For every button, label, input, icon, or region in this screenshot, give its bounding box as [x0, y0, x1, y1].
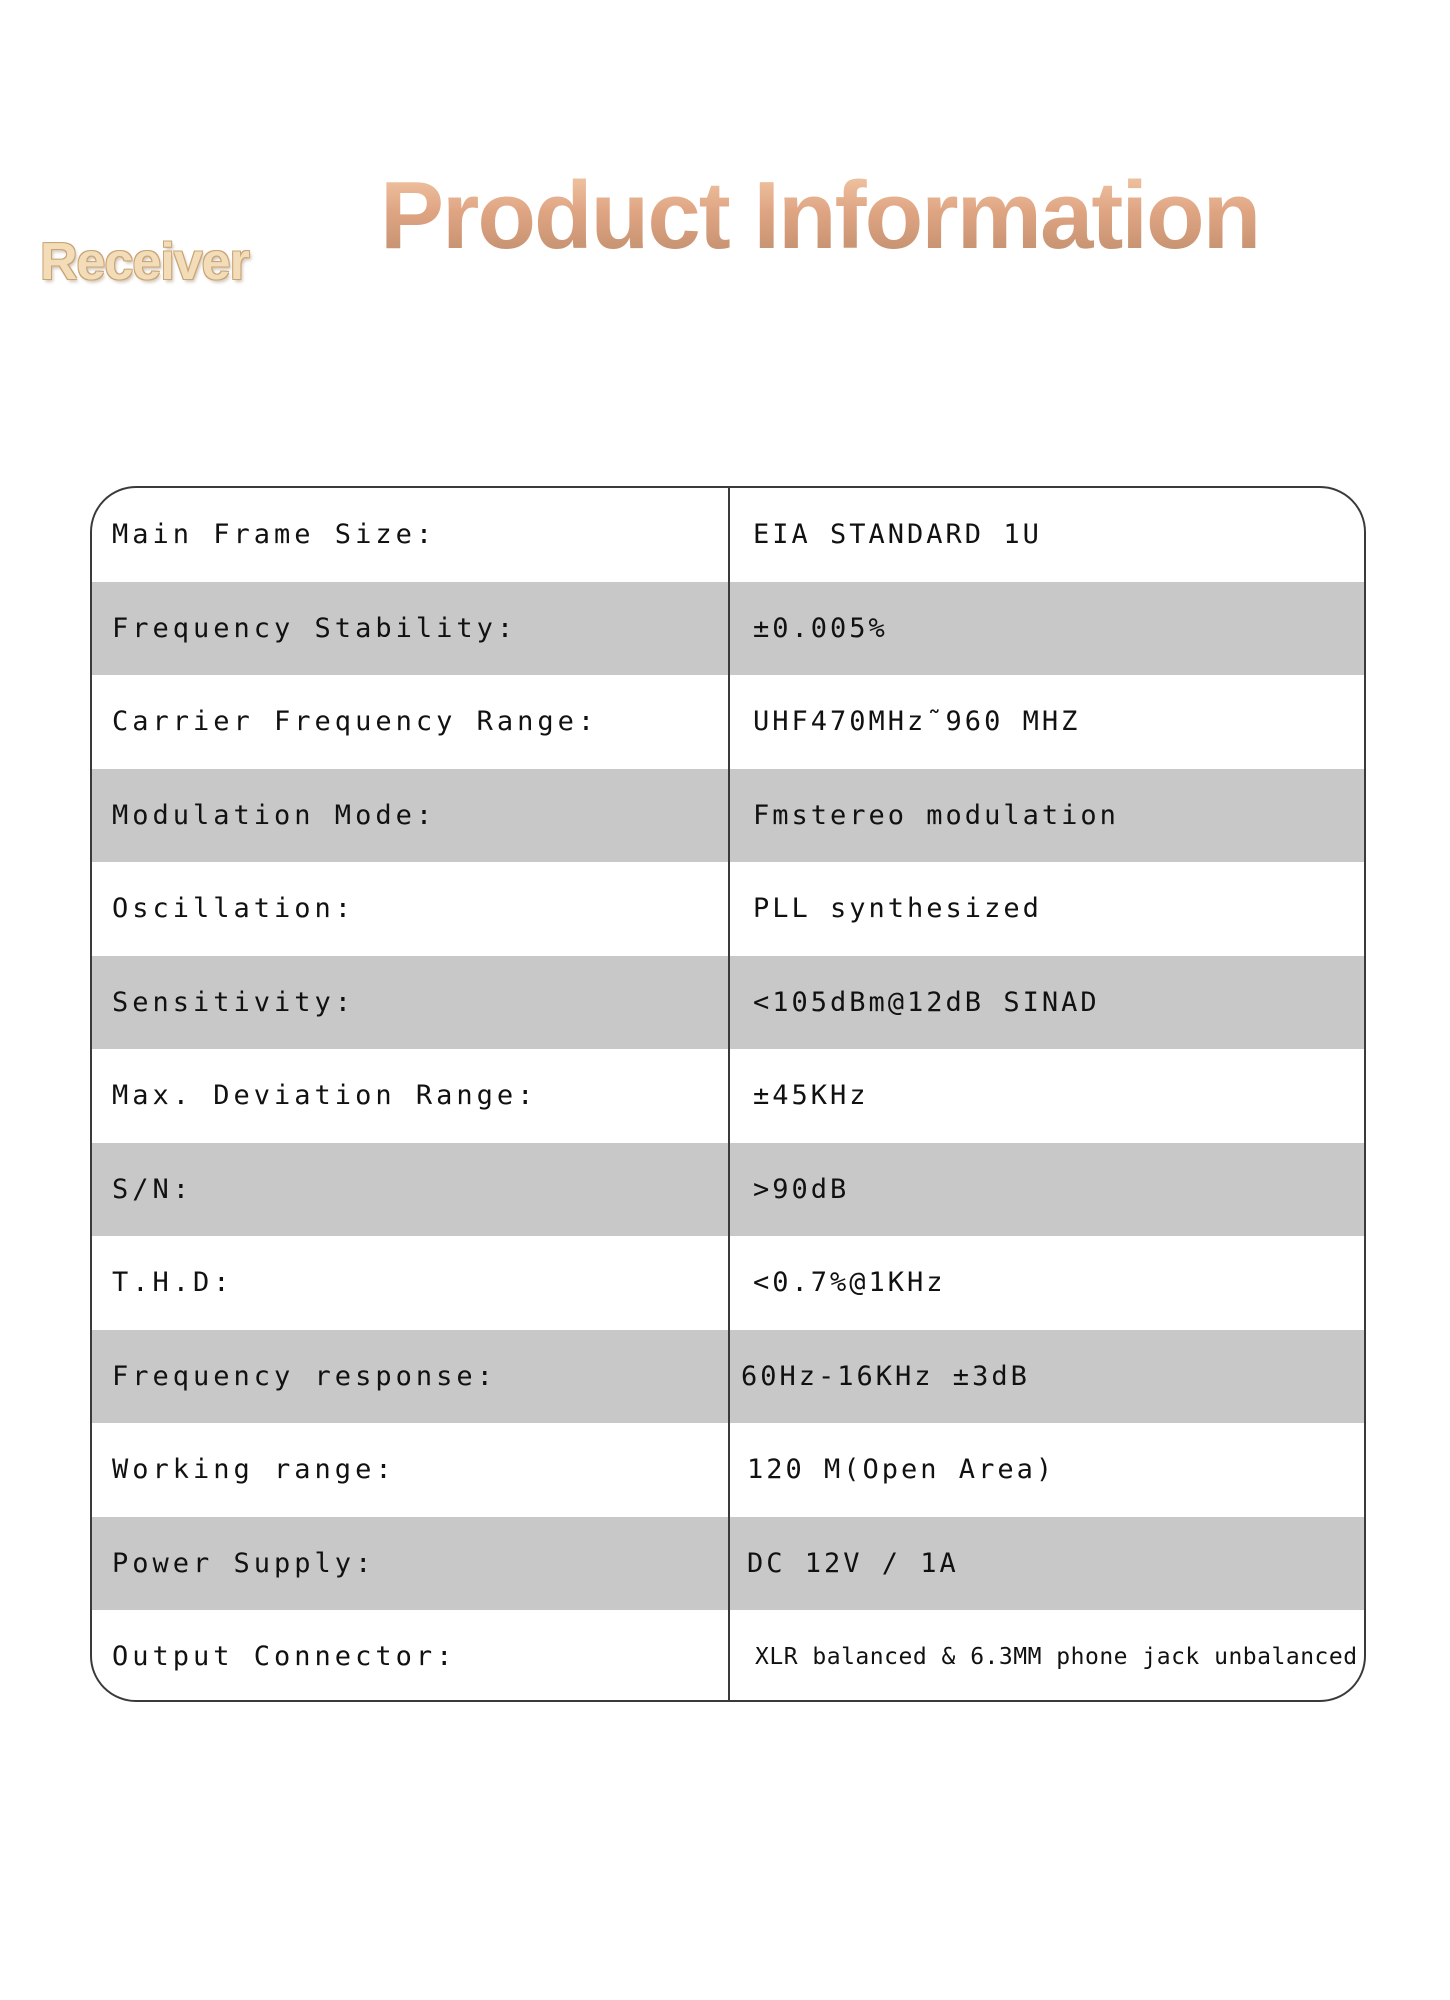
page-title: Product Information — [380, 162, 1260, 269]
spec-value: UHF470MHz˜960 MHZ — [753, 706, 1081, 738]
spec-label: S/N: — [112, 1173, 194, 1205]
spec-label: Frequency response: — [112, 1360, 497, 1392]
spec-label: Sensitivity: — [112, 986, 356, 1018]
column-divider — [728, 488, 730, 1700]
spec-value: <0.7%@1KHz — [753, 1267, 946, 1299]
spec-value: EIA STANDARD 1U — [753, 519, 1042, 551]
spec-value: DC 12V / 1A — [747, 1547, 959, 1579]
spec-label: T.H.D: — [112, 1267, 234, 1299]
spec-value: ±45KHz — [753, 1080, 869, 1112]
spec-label: Output Connector: — [112, 1641, 457, 1673]
spec-value: XLR balanced & 6.3MM phone jack unbalanced — [755, 1643, 1358, 1670]
spec-label: Modulation Mode: — [112, 799, 437, 831]
spec-label: Power Supply: — [112, 1547, 376, 1579]
spec-label: Frequency Stability: — [112, 612, 518, 644]
spec-value: <105dBm@12dB SINAD — [753, 986, 1100, 1018]
spec-label: Main Frame Size: — [112, 519, 437, 551]
spec-value: 60Hz-16KHz ±3dB — [741, 1360, 1030, 1392]
spec-label: Oscillation: — [112, 893, 356, 925]
spec-value: PLL synthesized — [753, 893, 1042, 925]
spec-value: >90dB — [753, 1173, 850, 1205]
spec-value: ±0.005% — [753, 612, 888, 644]
spec-label: Carrier Frequency Range: — [112, 706, 599, 738]
receiver-label: Receiver — [40, 233, 249, 291]
spec-label: Max. Deviation Range: — [112, 1080, 538, 1112]
spec-table — [90, 486, 1366, 1702]
spec-value: 120 M(Open Area) — [747, 1454, 1056, 1486]
spec-value: Fmstereo modulation — [753, 799, 1119, 831]
spec-label: Working range: — [112, 1454, 396, 1486]
